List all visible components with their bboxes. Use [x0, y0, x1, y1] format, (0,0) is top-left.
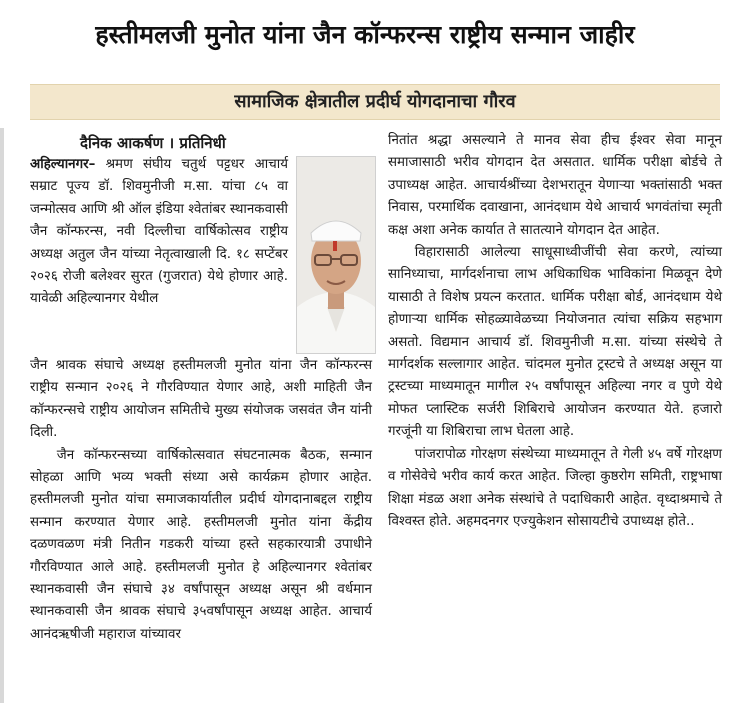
subheadline: सामाजिक क्षेत्रातील प्रदीर्घ योगदानाचा गौरव — [234, 91, 516, 112]
paragraph-1-top-text: श्रमण संघीय चतुर्थ पट्टधर आचार्य सम्राट पूज्य डॉ. शिवमुनीजी म.सा. यांचा ८५ वा जन्मोत्सव आणि श्री ऑल इंडिया श्वेतांबर स्थानकवासी जैन कॉन्फरन्स, नवी दिल्लीचा वार्षिकोत्सव राष्ट्रीय अध्यक्ष अतुल जैन यांच्या नेतृत्वाखाली दि. १८ सप्टेंबर २०२६ रोजी बलेश्वर सुरत (गुजरात) येथे होणार आहे. यावेळी अहिल्यानगर येथील — [30, 157, 289, 307]
byline: दैनिक आकर्षण । प्रतिनिधी — [80, 134, 226, 152]
portrait-photo — [296, 156, 376, 354]
portrait-illustration — [297, 157, 375, 353]
article-paragraph-4: विहारासाठी आलेल्या साधूसाध्वीजींची सेवा करणे, त्यांच्या सानिध्याचा, मार्गदर्शनाचा लाभ अधिकाधिक भाविकांना मिळवून देणे यासाठी ते विशेष प्रयत्न करतात. धार्मिक परीक्षा बोर्ड, आनंदधाम येथे होणाऱ्या धार्मिक सोहळ्यावेळच्या नियोजनात त्यांचा सक्रिय सहभाग असतो. विद्यमान आचार्य डॉ. शिवमुनीजी म.सा. यांच्या संस्थेचे ते मार्गदर्शक सल्लागार आहेत. चांदमल मुनोत ट्रस्टचे ते अध्यक्ष असून या ट्रस्टच्या माध्यमातून मागील २५ वर्षांपासून अहिल्या नगर व पुणे येथे मोफत प्लास्टिक सर्जरी शिबिराचे आयोजन करण्यात येते. हजारो गरजूंनी या शिबिराचा लाभ घेतला आहे. — [388, 245, 722, 440]
paragraph-1-bottom: जैन श्रावक संघाचे अध्यक्ष हस्तीमलजी मुनोत यांना जैन कॉन्फरन्स राष्ट्रीय सन्मान २०२६ ने गौरविण्यात येणार आहे, अशी माहिती जैन कॉन्फरन्सचे राष्ट्रीय आयोजन समितीचे मुख्य संयोजक जसवंत जैन यांनी दिली. — [30, 358, 372, 441]
article-column-left-bottom — [30, 355, 372, 646]
article-paragraph-3: नितांत श्रद्धा असल्याने ते मानव सेवा हीच ईश्वर सेवा मानून समाजासाठी भरीव योगदान देत असतात. धार्मिक परीक्षा बोर्डचे ते उपाध्यक्ष आहेत. आचार्यश्रींच्या देशभरातून येणाऱ्या भक्तांसाठी भक्त निवास, परमार्थिक दवाखाना, आनंदधाम येथे आचार्य भगवंतांचा स्मृती कक्ष अशा अनेक कार्यात ते सातत्याने योगदान देत आहेत. — [388, 133, 722, 238]
article-paragraph-2: जैन कॉन्फरन्सच्या वार्षिकोत्सवात संघटनात्मक बैठक, सन्मान सोहळा आणि भव्य भक्ती संध्या असे कार्यक्रम होणार आहेत. हस्तीमलजी मुनोत यांचा समाजकार्यातील प्रदीर्घ योगदानाबद्दल राष्ट्रीय सन्मान करण्यात येणार आहे. हस्तीमलजी मुनोत यांना केंद्रीय दळणवळण मंत्री नितीन गडकरी यांच्या हस्ते सहकारयात्री उपाधीने गौरविण्यात आले आहे. हस्तीमलजी मुनोत हे अहिल्यानगर श्वेतांबर स्थानकवासी जैन संघाचे ३४ वर्षांपासून अध्यक्ष असून श्री वर्धमान स्थानकवासी जैन श्रावक संघाचे ३५वर्षांपासून अध्यक्ष आहेत. आचार्य आनंदऋषीजी महाराज यांच्यावर — [30, 447, 372, 642]
dateline: अहिल्यानगर– — [30, 157, 96, 172]
article-column-left-top — [30, 154, 288, 311]
article-column-right — [388, 130, 722, 533]
subheadline-banner — [30, 84, 720, 120]
page-edge-divider — [0, 128, 4, 703]
article-paragraph-1 — [30, 154, 288, 311]
headline: हस्तीमलजी मुनोत यांना जैन कॉन्फरन्स राष्ट्रीय सन्मान जाहीर — [95, 20, 635, 49]
article-paragraph-5: पांजरापोळ गोरक्षण संस्थेच्या माध्यमातून ते गेली ४५ वर्षे गोरक्षण व गोसेवेचे भरीव कार्य करत आहेत. जिल्हा कुष्ठरोग समिती, राष्ट्रभाषा शिक्षा मंडळ अशा अनेक संस्थांचे ते पदाधिकारी आहेत. वृध्दाश्रमाचे ते विश्वस्त होते. अहमदनगर एज्युकेशन सोसायटीचे उपाध्यक्ष होते.. — [388, 446, 722, 529]
